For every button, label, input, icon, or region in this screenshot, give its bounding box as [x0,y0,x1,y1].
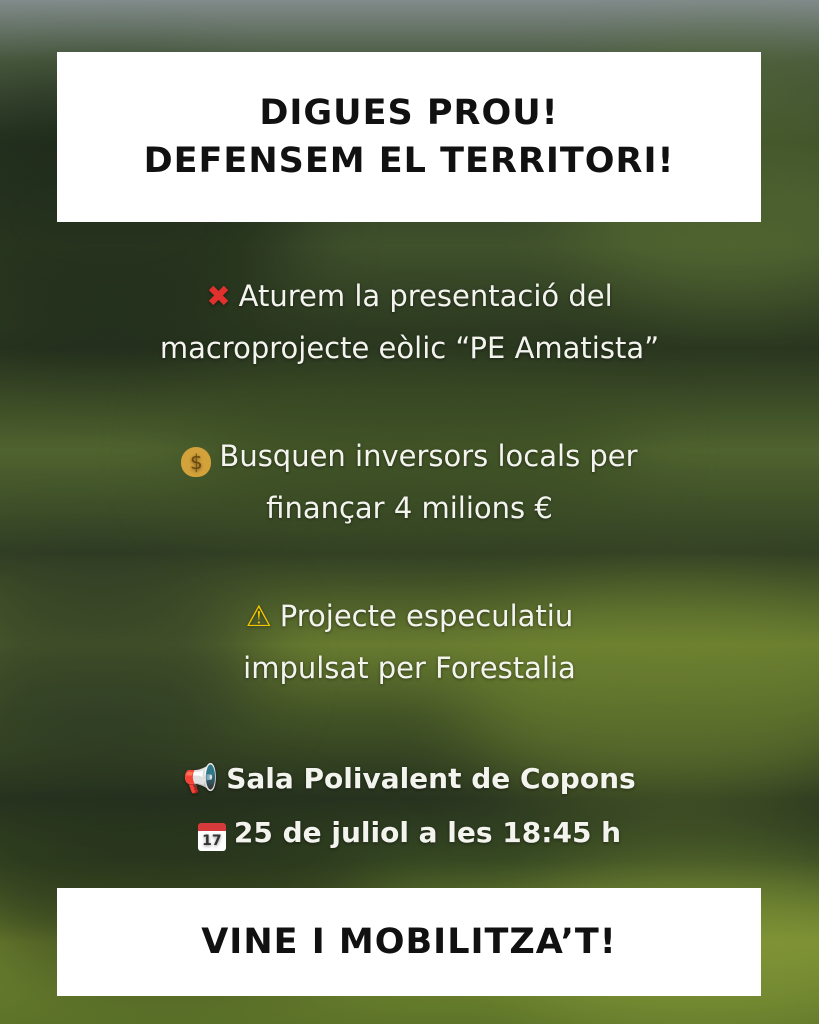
point-3-line-1: Projecte especulatiu [279,599,574,633]
megaphone-icon: 📢 [183,762,219,795]
event-venue: Sala Polivalent de Copons [226,762,636,795]
point-1-line-2: macroprojecte eòlic “PE Amatista” [159,331,660,365]
point-speculative-project [40,590,779,694]
point-2-line-2: finançar 4 milions € [266,491,553,525]
point-1-line-1: Aturem la presentació del [238,279,613,313]
call-to-action-box [57,888,761,996]
point-local-investors [40,430,779,534]
headline-box [57,52,761,222]
warning-icon: ⚠ [245,599,272,633]
event-datetime: 25 de juliol a les 18:45 h [233,816,622,849]
money-bag-icon: $ [181,447,211,477]
point-2-line-1: Busquen inversors locals per [219,439,638,473]
call-to-action-text: VINE I MOBILITZA’T! [201,922,617,962]
event-info [40,752,779,860]
point-stop-presentation [40,270,779,374]
headline-line-1: DIGUES PROU! [259,93,559,133]
cross-mark-icon: ✖ [206,279,231,313]
headline-line-2: DEFENSEM EL TERRITORI! [143,141,675,181]
calendar-icon: 17 [198,823,226,851]
point-3-line-2: impulsat per Forestalia [243,651,576,685]
